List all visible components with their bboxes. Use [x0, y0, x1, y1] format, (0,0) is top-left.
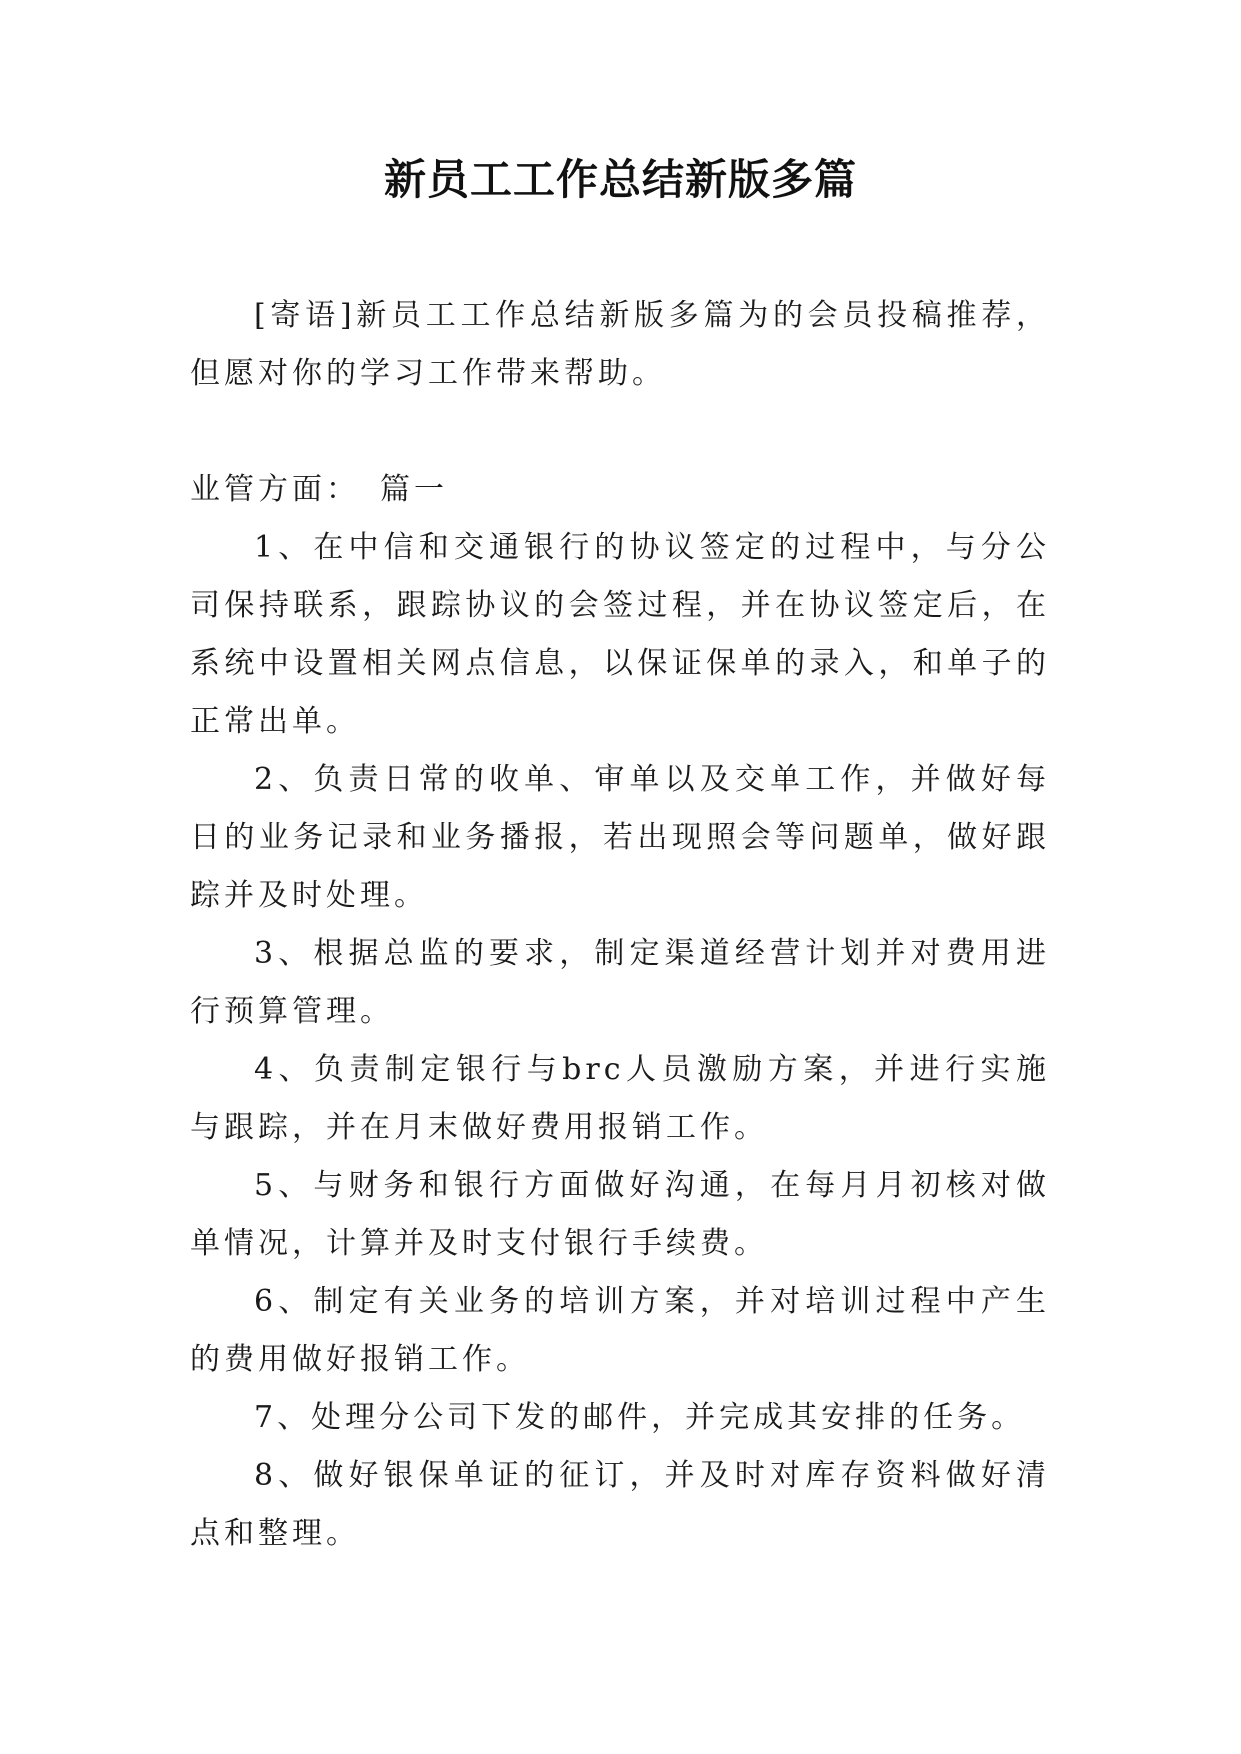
list-item-2: 2、负责日常的收单、审单以及交单工作，并做好每日的业务记录和业务播报，若出现照会等问题单，做好跟踪并及时处理。: [190, 762, 1050, 913]
document-body: [190, 287, 1050, 1563]
list-item-3: 3、根据总监的要求，制定渠道经营计划并对费用进行预算管理。: [190, 936, 1050, 1029]
list-item-1: 1、在中信和交通银行的协议签定的过程中，与分公司保持联系，跟踪协议的会签过程，并在协议签定后，在系统中设置相关网点信息，以保证保单的录入，和单子的正常出单。: [190, 530, 1050, 739]
list-item-5: 5、与财务和银行方面做好沟通，在每月月初核对做单情况，计算并及时支付银行手续费。: [190, 1168, 1050, 1261]
list-item-7: 7、处理分公司下发的邮件，并完成其安排的任务。: [254, 1400, 1026, 1435]
section-heading: [190, 461, 1050, 519]
list-item-4: 4、负责制定银行与brc人员激励方案，并进行实施与跟踪，并在月末做好费用报销工作。: [190, 1052, 1050, 1145]
intro-paragraph: [寄语]新员工工作总结新版多篇为的会员投稿推荐，但愿对你的学习工作带来帮助。: [190, 298, 1050, 391]
section-heading-text: 业管方面：: [190, 472, 360, 507]
document-title: 新员工工作总结新版多篇: [383, 155, 857, 204]
paragraph-gap: [190, 403, 1050, 461]
list-item-8: 8、做好银保单证的征订，并及时对库存资料做好清点和整理。: [190, 1458, 1050, 1551]
section-label: 篇一: [380, 472, 448, 507]
list-item-6: 6、制定有关业务的培训方案，并对培训过程中产生的费用做好报销工作。: [190, 1284, 1050, 1377]
